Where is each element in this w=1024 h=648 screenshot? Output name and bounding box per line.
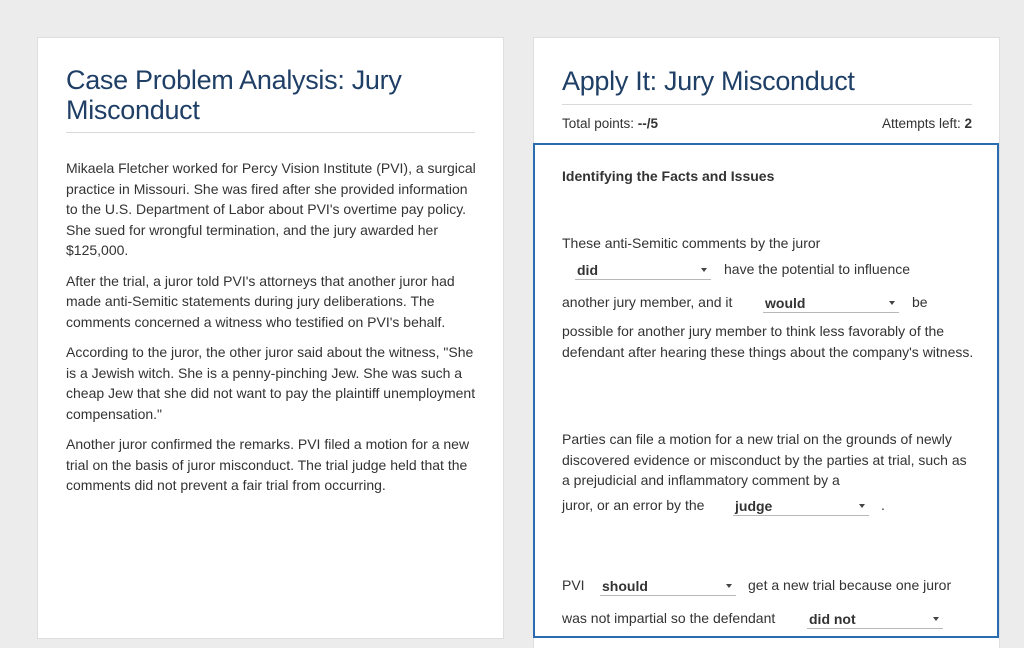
case-paragraph: Another juror confirmed the remarks. PVI filed a motion for a new trial on the basis of juror misconduct. The trial judge held that the comments did not prevent a fair trial from occurring.	[66, 436, 470, 493]
chevron-down-icon	[933, 617, 939, 621]
chevron-down-icon	[889, 301, 895, 305]
q1-text-mid: have the potential to influence	[724, 261, 911, 277]
q2-text: Parties can file a motion for a new trial on the grounds of newly discovered evidence or misconduct by the parties at trial, such as a prejudicial and inflammatory comment by a	[562, 431, 967, 488]
q1-text-rest: possible for another jury member to think less favorably of the defendant after hearing these things about the company's witness.	[562, 323, 974, 360]
q3-dropdown-1[interactable]: should	[600, 576, 736, 596]
case-panel	[37, 37, 504, 639]
q1-dropdown-1[interactable]: did	[575, 260, 711, 280]
case-paragraph: After the trial, a juror told PVI's attorneys that another juror had made anti-Semitic statements during jury deliberations. The comments concerned a witness who testified on PVI's behalf.	[66, 272, 455, 330]
question-box	[533, 143, 999, 638]
total-points: Total points: --/5	[562, 116, 659, 131]
divider	[562, 104, 972, 105]
divider	[66, 132, 475, 133]
attempts-value: 2	[964, 116, 972, 131]
case-paragraph: Mikaela Fletcher worked for Percy Vision Institute (PVI), a surgical practice in Missouri. She was fired after she provided information to the U.S. Department of Labor about PVI's overtime pay policy. She sued for wrongful termination, and the jury awarded her $125,000.	[66, 160, 476, 258]
q2-text-line4: juror, or an error by the	[562, 497, 705, 513]
case-title: Case Problem Analysis: Jury Misconduct	[66, 65, 402, 125]
q3-text-line2: was not impartial so the defendant	[562, 610, 776, 626]
q1-text-line2: another jury member, and it	[562, 294, 733, 310]
chevron-down-icon	[701, 268, 707, 272]
q1-text-before: These anti-Semitic comments by the juror	[562, 235, 821, 251]
q1-text-after: be	[912, 294, 928, 310]
q2-text-end: .	[881, 497, 885, 513]
chevron-down-icon	[859, 504, 865, 508]
case-text	[66, 158, 476, 506]
case-paragraph: According to the juror, the other juror said about the witness, "She is a Jewish witch. She is a penny-pinching Jew. She was such a cheap Jew that she did not want to pay the plaintiff unemployment compensation."	[66, 344, 476, 422]
attempts-left: Attempts left: 2	[881, 116, 972, 131]
q1-dropdown-2[interactable]: would	[763, 293, 899, 313]
q3-text-before: PVI	[562, 577, 585, 593]
section-heading: Identifying the Facts and Issues	[562, 168, 775, 184]
chevron-down-icon	[726, 584, 732, 588]
q2-dropdown[interactable]: judge	[733, 496, 869, 516]
q3-text-mid: get a new trial because one juror	[748, 577, 952, 593]
q3-dropdown-2[interactable]: did not	[807, 609, 943, 629]
apply-title: Apply It: Jury Misconduct	[562, 66, 855, 96]
total-points-value: --/5	[637, 116, 659, 131]
